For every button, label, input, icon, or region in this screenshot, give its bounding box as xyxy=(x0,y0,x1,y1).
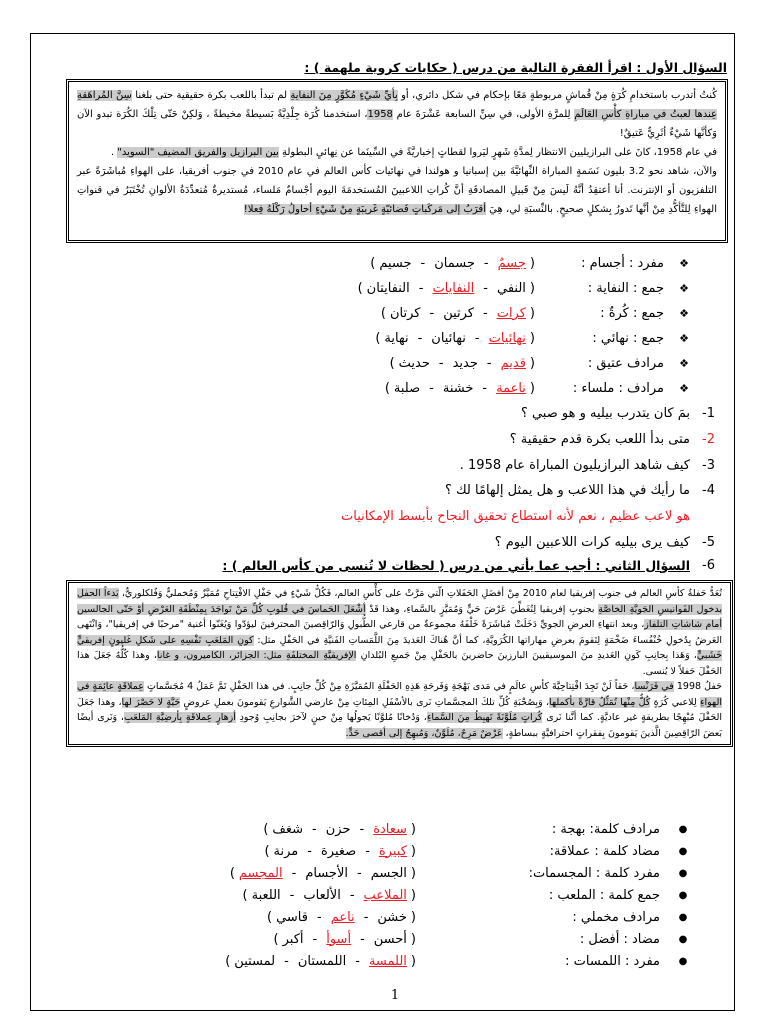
option-separator: - xyxy=(482,381,488,396)
open-parenthesis: ( xyxy=(529,331,535,346)
answer-option: جسيم xyxy=(379,256,412,271)
open-parenthesis: ( xyxy=(410,843,416,859)
option-separator: - xyxy=(363,909,369,925)
highlighted-phrase: كونِ المَلعَبِ نَفْسِهِ على شَكلِ غَليونٍ إفريقيٍّ خَشَبيٍّ xyxy=(77,634,723,662)
page-number: 1 xyxy=(390,988,400,1003)
vocab-prompt: مرادف مخملي : xyxy=(572,909,660,925)
option-separator: - xyxy=(418,281,424,296)
passage-text: لِلاعبي كُرَةٍ xyxy=(650,696,701,708)
selected-answer: جسمٌ xyxy=(497,256,526,271)
selected-answer: اللمسة xyxy=(368,953,407,969)
open-parenthesis: ( xyxy=(529,381,535,396)
answer-options xyxy=(239,888,420,903)
question-row xyxy=(0,401,768,427)
answer-option: النفايتان xyxy=(366,281,410,296)
answer-options xyxy=(221,954,420,969)
question-row xyxy=(0,529,768,555)
close-parenthesis: ) xyxy=(267,909,273,925)
vocab-prompt: جمع : النفاية : xyxy=(587,281,664,296)
answer-options xyxy=(354,281,539,296)
passage-text: ، وَهَذا بِجانِبِ كَونِ العَديدِ منَ الموسيقيينَ البارزينَ حاضرينَ بالحَفْلِ مِنْ جَميعِ البُلدانِ xyxy=(356,650,697,662)
filled-circle-bullet-icon: ● xyxy=(678,955,688,967)
question-text: كيف شاهد البرازيليون المباراة عام 1958 . xyxy=(459,457,690,473)
answer-options xyxy=(366,256,539,271)
filled-circle-bullet-icon: ● xyxy=(678,845,688,857)
answer-option: قاسي xyxy=(276,909,308,925)
open-parenthesis: ( xyxy=(529,306,535,321)
selected-answer: النفايات xyxy=(432,281,475,296)
highlighted-phrase: بِأيِّ شَيْءٍ مُكَوَّرٍ مِنَ النفايةِ xyxy=(290,90,398,101)
option-separator: - xyxy=(417,331,423,346)
passage-paragraph xyxy=(77,162,717,219)
vocab-item xyxy=(0,326,768,351)
answer-option: جديد xyxy=(452,356,478,371)
selected-answer: كرات xyxy=(496,306,526,321)
passage-text: . xyxy=(110,147,118,158)
passage-text: حَفلُ 1998 xyxy=(673,681,722,693)
diamond-bullet-icon: ❖ xyxy=(679,357,689,370)
answer-option: شغف xyxy=(272,821,304,837)
vocab-item xyxy=(0,840,768,862)
selected-answer: أسوأ xyxy=(326,931,352,947)
highlighted-phrase: كُلٌّ مِنْها تُمَثِّلُ قارَّةً بأكملها xyxy=(549,696,651,708)
vocab-prompt: مضاد : أفضل : xyxy=(579,931,660,947)
answer-option: حديث xyxy=(398,356,430,371)
open-parenthesis: ( xyxy=(529,256,535,271)
selected-answer: المجسم xyxy=(238,865,283,881)
open-parenthesis: ( xyxy=(410,865,416,881)
close-parenthesis: ) xyxy=(389,356,395,371)
answer-option: كرتين xyxy=(443,306,474,321)
close-parenthesis: ) xyxy=(264,843,270,859)
option-separator: - xyxy=(357,865,362,881)
answer-option: النفي xyxy=(497,281,526,296)
question-text: ما رأيك في هذا اللاعب و هل يمثل إلهامًا لك ؟ xyxy=(444,483,690,499)
open-parenthesis: ( xyxy=(410,821,416,837)
open-parenthesis: ( xyxy=(410,931,416,947)
option-separator: - xyxy=(289,887,295,903)
passage-text: ، وَبِصُحْبَةِ كُلِّ تلكَ المجسَّماتِ نَرى بالأسْفَلِ المِئاتِ مِنْ عارضي الشَّوارعِ يَقومونَ بعملِ عروضٍ xyxy=(180,696,550,708)
answer-option: أكبر xyxy=(282,931,304,947)
vocab-prompt: مفرد : اللمسات : xyxy=(565,953,660,969)
answer-option: الجسم xyxy=(370,865,407,881)
question-number: 1- xyxy=(702,406,715,422)
answer-option: نهاية xyxy=(384,331,409,346)
question-row xyxy=(0,452,768,478)
vocabulary-list-2 xyxy=(0,818,768,972)
answer-option: حزن xyxy=(325,821,351,837)
reading-passage-1 xyxy=(66,79,728,243)
vocab-item xyxy=(0,928,768,950)
answer-options xyxy=(259,822,420,837)
close-parenthesis: ) xyxy=(229,865,235,881)
answer-options xyxy=(386,356,539,371)
option-separator: - xyxy=(438,356,444,371)
option-separator: - xyxy=(359,821,365,837)
answer-option: الأجسام xyxy=(305,865,348,881)
answer-options xyxy=(260,844,420,859)
passage-paragraph xyxy=(77,143,717,162)
open-parenthesis: ( xyxy=(410,953,416,969)
option-separator: - xyxy=(483,281,488,296)
vocab-prompt: مضاد كلمة : عملاقة: xyxy=(549,843,660,859)
highlighted-phrase: بَدءاً الحفل بدخول الفَوانيسِ الجَويَّةِ الخاصَّةِ xyxy=(77,588,722,615)
selected-answer: كبيرة xyxy=(378,843,407,859)
option-separator: - xyxy=(307,843,312,859)
highlighted-phrase: حَيَّةٍ لا حَصْرَ لها xyxy=(121,696,181,708)
question1-title: السؤال الأول : اقرأ الفقرة التالية من درس ( حكايات كروية ملهمة ) : xyxy=(304,60,727,75)
selected-answer: سعادة xyxy=(373,821,407,837)
close-parenthesis: ) xyxy=(242,887,248,903)
answer-options xyxy=(226,866,420,881)
highlighted-phrase: أزهارٍ عِملاقَةٍ بِأرضِيَّةِ المَلعَبِ xyxy=(124,712,236,724)
question-number: 3- xyxy=(702,457,715,473)
highlighted-phrase: سِنَّ المُراهَقةِ xyxy=(77,90,132,101)
option-separator: - xyxy=(420,256,426,271)
highlighted-phrase: أقرَبُ إلى مَركَباتٍ فَضائيّةٍ غَريبَةٍ مِنْ شَيْءٍ أحاولُ رَكْلَهُ فِعلا! xyxy=(243,204,486,215)
passage-text: ، وهذا كُلُّهُ جَعَلَ هذا الحَفْلَ حَفلاً لا يُنسى. xyxy=(77,650,722,677)
option-separator: - xyxy=(429,381,434,396)
option-separator: - xyxy=(291,865,297,881)
option-separator: - xyxy=(349,887,355,903)
passage-text: ، استخدمنا كُرَة جِلْدِيَّةً بَسيطةً مخيطةً ، وَلكِنْ حَتّى تِلْكَ الكُرَة تبدو الآن وَكأنَّها شَيْءٌ أثَرِيٌّ عَتيقٌ! xyxy=(77,109,717,139)
question-number: 4- xyxy=(702,483,715,499)
diamond-bullet-icon: ❖ xyxy=(679,257,689,270)
passage-paragraph xyxy=(77,679,722,741)
answer-text: هو لاعب عظيم ، نعم لأنه استطاع تحقيق النجاح بأبسط الإمكانيات xyxy=(341,509,690,525)
option-separator: - xyxy=(312,821,317,837)
close-parenthesis: ) xyxy=(357,281,363,296)
passage-text: لِلمرَّةِ الأولى، في سِنِّ السابعة عَشْرَةَ عام xyxy=(392,109,575,120)
option-separator: - xyxy=(483,256,489,271)
close-parenthesis: ) xyxy=(263,821,269,837)
answer-option: اللعبة xyxy=(251,887,281,903)
answer-option: أحسن xyxy=(373,931,407,947)
close-parenthesis: ) xyxy=(273,931,279,947)
passage-text: ، وهذا جَعَلَ الحَفْلَ مُبْهِجًا بطريقةٍ غير عاديَّةٍ. كما أنَّنا نَرى xyxy=(77,696,723,724)
question-text: متى بدأ اللعب بكرة قدم حقيقية ؟ xyxy=(509,432,690,448)
filled-circle-bullet-icon: ● xyxy=(678,933,688,945)
vocab-item xyxy=(0,818,768,840)
selected-answer: نهائيات xyxy=(488,331,526,346)
vocab-item xyxy=(0,376,768,401)
option-separator: - xyxy=(365,843,370,859)
passage-text: تُعَدُّ حَفلةُ كأسِ العالم في جنوب إفريقيا لعام 2010 مِنْ أفضَلِ الحَفَلاتِ الّتي مَرَّتْ على كأْسِ العالم، فَكُلُّ شَيْءٍ في حَفْلِ الافْتِتاحِ مُمَيَّزٌ وَمُخمليٌّ وَفُلكلوريٌّ، xyxy=(118,588,722,600)
vocab-prompt: جمع : نهائي : xyxy=(592,331,664,346)
vocab-item xyxy=(0,884,768,906)
vocab-item xyxy=(0,276,768,301)
option-separator: - xyxy=(355,953,360,969)
filled-circle-bullet-icon: ● xyxy=(678,867,688,879)
vocab-prompt: مفرد كلمة : المجسمات: xyxy=(528,865,660,881)
open-parenthesis: ( xyxy=(529,356,535,371)
worksheet-content xyxy=(0,58,768,747)
passage-text: لم تبدأ باللعب بكرة حقيقية حتى بلغنا xyxy=(131,90,291,101)
open-parenthesis: ( xyxy=(410,887,416,903)
close-parenthesis: ) xyxy=(375,331,381,346)
reading-passage-2 xyxy=(66,580,733,747)
filled-circle-bullet-icon: ● xyxy=(678,823,688,835)
option-separator: - xyxy=(429,306,435,321)
selected-answer: ناعمة xyxy=(496,381,526,396)
answer-option: صلبة xyxy=(393,381,421,396)
diamond-bullet-icon: ❖ xyxy=(679,332,689,345)
option-separator: - xyxy=(486,356,492,371)
question-text: كيف يرى بيليه كرات اللاعبين اليوم ؟ xyxy=(494,534,690,550)
answer-row xyxy=(0,504,768,530)
close-parenthesis: ) xyxy=(384,381,390,396)
question2-title: السؤال الثاني : أجب عما يأتي من درس ( لحظات لا تُنسى من كأس العالم ) : xyxy=(222,557,690,573)
vocab-item xyxy=(0,251,768,276)
selected-answer: الملاعب xyxy=(363,887,407,903)
question2-heading xyxy=(0,555,768,575)
filled-circle-bullet-icon: ● xyxy=(678,889,688,901)
close-parenthesis: ) xyxy=(225,953,231,969)
passage-text: في عام 1958، كانَ على البرازيليين الانتظار لِمدَّةِ شَهرٍ ليَروا لقطاتٍ إخباريَّةً في السِّينَما عن نِهائيِ البطولةِ xyxy=(278,147,717,158)
answer-option: جسمان xyxy=(434,256,475,271)
open-parenthesis: ( xyxy=(410,909,416,925)
close-parenthesis: ) xyxy=(370,256,376,271)
vocab-item xyxy=(0,351,768,376)
answer-option: مرنة xyxy=(273,843,299,859)
answer-option: خشنة xyxy=(442,381,474,396)
highlighted-phrase: عَرْضٌ مَرِحٌ، مُلَوَّنٌ، وَمُبهِجٌ إلى أقصى حَدٍّ. xyxy=(345,727,503,739)
diamond-bullet-icon: ❖ xyxy=(679,307,689,320)
selected-answer: ناعم xyxy=(330,909,355,925)
question-number: 2- xyxy=(702,432,715,448)
passage-paragraph xyxy=(77,586,722,679)
highlighted-phrase: كُراتٍ مُلَوَّنَةً تَهبِطُ مِنَ السَّماءِ xyxy=(426,712,543,724)
passage-text: بجنوبِ إفريقيا لِتُغَطِّيَ عَرْضَ حَيٍّ وَمُمَيَّزٍ بالسَّماءِ، وهذا قَدْ xyxy=(365,603,599,615)
highlighted-phrase: في فَرَنْسا xyxy=(634,681,674,693)
answer-options xyxy=(270,932,420,947)
answer-option: لمستين xyxy=(234,953,276,969)
vocab-prompt: مفرد : أجسام : xyxy=(581,256,664,271)
highlighted-phrase: عِملاقَةٍ عائِمَةٍ في الهواءِ xyxy=(77,681,722,708)
vocab-item xyxy=(0,950,768,972)
answer-option: خشن xyxy=(377,909,407,925)
question-row xyxy=(0,478,768,504)
vocab-prompt: جمع كلمة : الملعب : xyxy=(548,887,660,903)
comprehension-questions xyxy=(0,401,768,555)
diamond-bullet-icon: ❖ xyxy=(679,382,689,395)
highlighted-phrase: الإفريقيَّةِ المختلفَةِ مثل: الجزائر، الكاميرون، و غانا xyxy=(156,650,357,662)
passage-text: والآن، شاهد نحو 3.2 بليون نَسَمةٍ المباراة النِّهائيَّةَ بين إسبانيا و هولندا في نهائيات كأس العالم في عام 2010 في جنوب أفريقيا، على الهواءِ مُباشَرَةً عبر التلفزيون أو الإنترنت. أنا أعتقِدُ أنَّهُ لَيسَ مِنْ قَبيلِ المصادفَةِ أنَّ كُراتِ اللاعبينَ المُستخدمَةَ اليوم أجْسامٌ مَلساء، مُستديرةٌ مُتعدِّدَةُ الألوانِ تُخْتَبَرُ في قنواتِ الهواءِ لِلتَّأكُّدِ مِنْ أنَّها تَدورُ بِشكلٍ صحيحٍ. بالنِّسبَةِ لي، هِيَ xyxy=(77,166,717,215)
question-text: بمَ كان يتدرب بيليه و هو صبي ؟ xyxy=(520,406,690,422)
passage-text: ، وَنَرى أيضًا بَعضَ الرّاقِصِينَ الَّذينَ يَقومونَ بِفقراتٍ احترافيَّةٍ ببساطةٍ، xyxy=(77,712,722,739)
vocab-item xyxy=(0,906,768,928)
highlighted-phrase: عِندها لعبتُ في مباراةِ كأْسِ العَالَمِ xyxy=(574,109,718,120)
option-separator: - xyxy=(483,306,488,321)
passage-text: ، حَقاً لَنْ تَجِدَ افْتِتاحِيَّةَ كأسِ عالَمٍ في مَدى بَهْجَةِ وَفَرحَةِ هَذِهِ الحَفْلَةِ المُمَيَّزَةِ مِنْ كُلِّ جانِبٍ. في هذا الحَفْلِ تَمَّ عَمَلُ 4 مُجَسَّماتٍ xyxy=(143,681,635,693)
option-separator: - xyxy=(284,953,289,969)
vocab-prompt: مرادف عتيق : xyxy=(587,356,664,371)
option-separator: - xyxy=(360,931,365,947)
passage-text: ، وَدُخانًا مُلوَّنًا يَجولُها مِنْ حينٍ لآخرَ بجانِبِ وُجودِ xyxy=(235,712,427,724)
vocab-item xyxy=(0,301,768,326)
filled-circle-bullet-icon: ● xyxy=(678,911,688,923)
option-separator: - xyxy=(316,909,322,925)
question-number: 6- xyxy=(702,557,715,573)
answer-option: صغيرة xyxy=(320,843,357,859)
answer-options xyxy=(381,381,539,396)
passage-paragraph xyxy=(77,86,717,143)
question-number: 5- xyxy=(702,534,715,550)
close-parenthesis: ) xyxy=(380,306,386,321)
vocab-prompt: مرادف : ملساء : xyxy=(572,381,664,396)
vocabulary-list-1 xyxy=(0,251,768,401)
answer-option: الألعاب xyxy=(303,887,341,903)
vocab-prompt: مرادف كلمة: بهجة : xyxy=(551,821,660,837)
answer-options xyxy=(371,331,539,346)
vocab-item xyxy=(0,862,768,884)
question-row xyxy=(0,427,768,453)
answer-options xyxy=(377,306,539,321)
highlighted-phrase: بين البرازيل والفريق المضيف "السويد" xyxy=(117,147,279,158)
passage-text: ، وبعد انتهاءِ العرضِ الجويِّ دَخَلَتْ مُباشَرَةً خَلْفَهُ مجموعةٌ من قارعي الطُّبولِ وَالرّاقِصينَ المحترفينَ ليؤدّوا وَيُغَنّوا أغنية "مرحبًا في إفريقيا"، وَانْتَهى العَرضُ بِدُخولِ خُنْفُساءَ ضَخْمَةٍ لِتَقومَ بعرضِ مهاراتها الكُرَويَّةِ، كما أنَّ هُناكَ العَديدَ مِنَ اللَّمَساتِ الفَنيَّةِ في الحَفْلِ مثل: xyxy=(77,619,723,646)
selected-answer: قديم xyxy=(500,356,526,371)
option-separator: - xyxy=(474,331,480,346)
answer-option: اللمستان xyxy=(297,953,347,969)
answer-options xyxy=(263,910,420,925)
answer-option: نهائيان xyxy=(431,331,466,346)
open-parenthesis: ( xyxy=(529,281,535,296)
answer-option: كرتان xyxy=(389,306,421,321)
highlighted-phrase: 1958 xyxy=(367,109,393,120)
option-separator: - xyxy=(312,931,318,947)
vocab-prompt: جمع : كُرةٌ : xyxy=(600,306,664,321)
diamond-bullet-icon: ❖ xyxy=(679,282,689,295)
passage-text: كُنتُ أتدرب باستخدامِ كُرَةٍ مِنْ قُماشٍ مربوطةٍ مَعًا بإحكام في شكل دائري، أو xyxy=(397,90,717,101)
highlighted-phrase: أشْعَلَ الحَماسَ في قُلوبِ كُلِّ مَنْ تَواجَدَ بِمِنْطَقَةِ العَرْضِ أوْ حَتّى الجالسين أمام شاشاتِ التلفاز xyxy=(77,603,722,631)
